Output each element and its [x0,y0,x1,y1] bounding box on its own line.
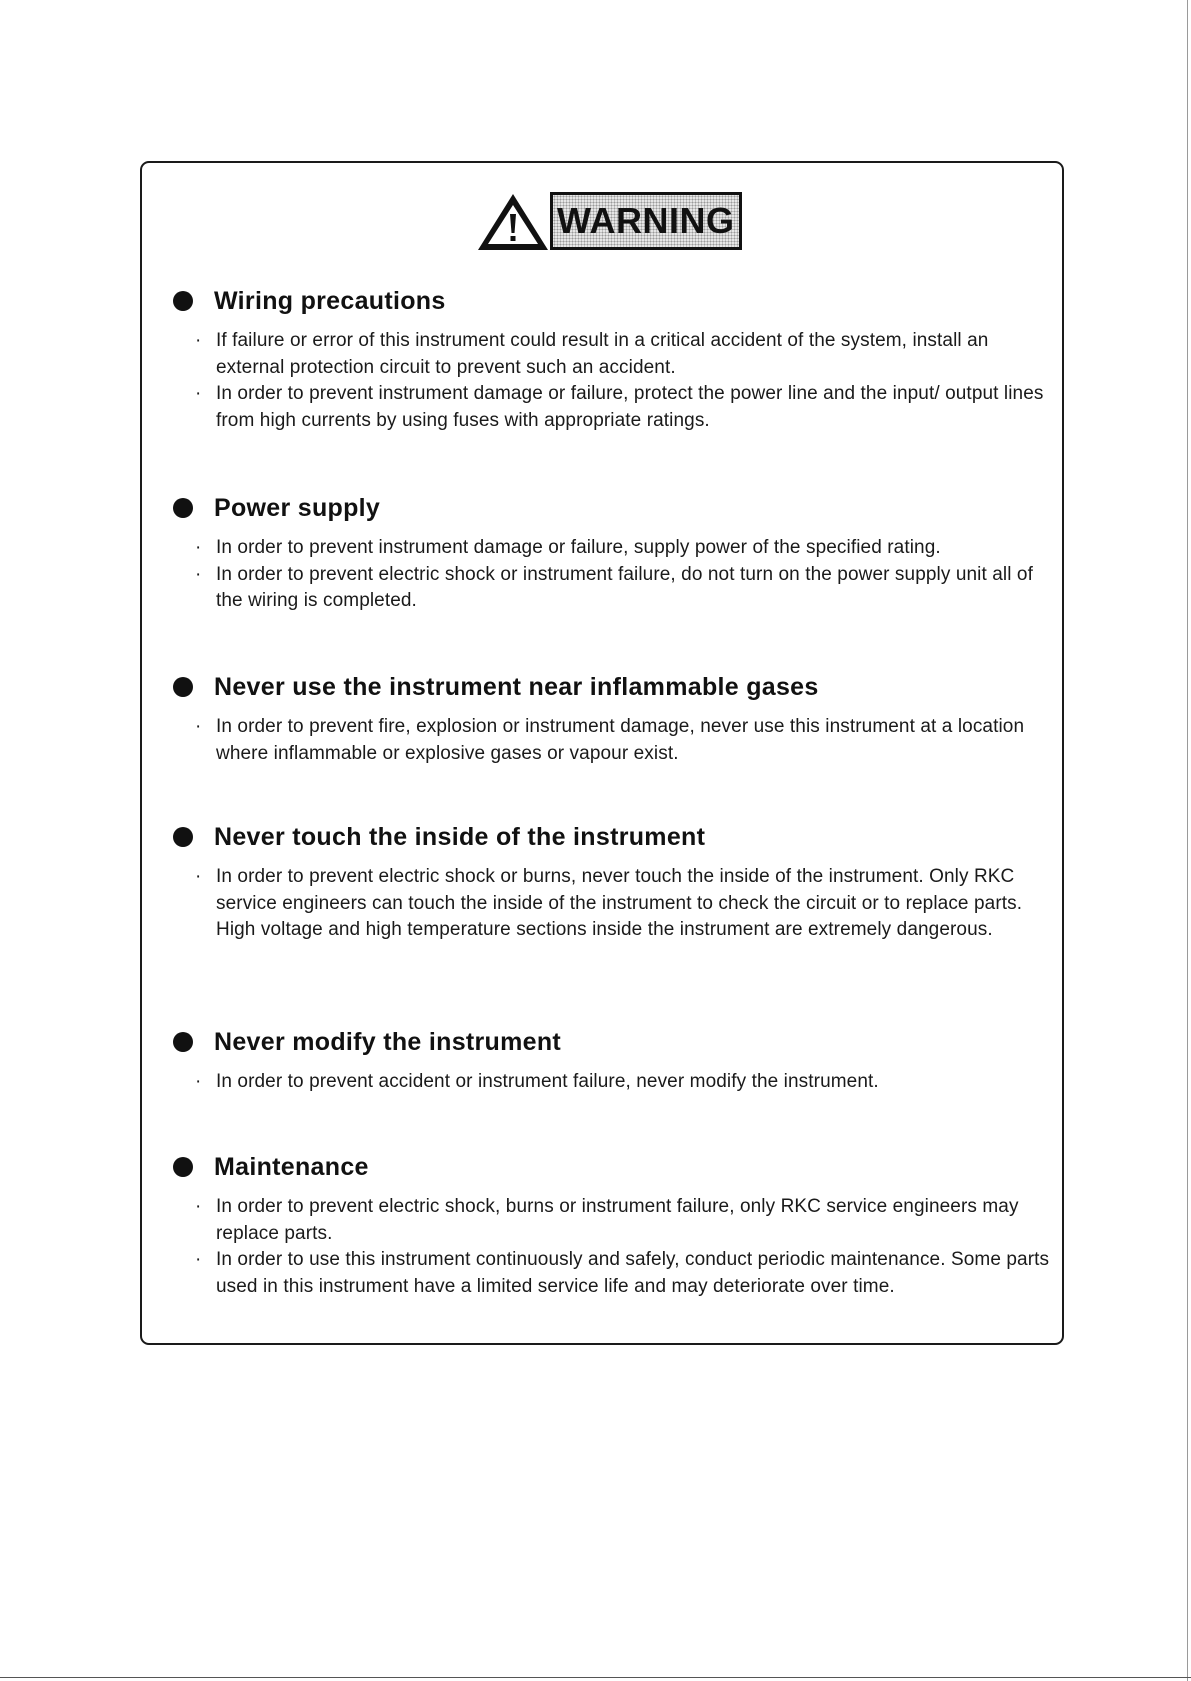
section-heading [173,671,1053,703]
item-list [173,328,1053,434]
middle-dot-icon: · [195,563,202,585]
section-maintenance [173,1151,1053,1300]
middle-dot-icon: · [195,716,202,737]
list-item [173,1069,1053,1096]
bullet-dot-icon [173,827,193,847]
section-never-touch-inside [173,821,1053,944]
middle-dot-icon: · [195,1071,202,1092]
section-title: Never touch the inside of the instrument [214,822,706,851]
list-item [173,381,1053,434]
item-text: In order to prevent electric shock or instrument failure, do not turn on the power supply unit all of the wiring is completed. [216,563,1033,611]
list-item [173,864,1053,944]
list-item [173,562,1053,615]
list-item [173,328,1053,381]
item-list [173,535,1053,615]
page-edge [1187,0,1188,1681]
bullet-dot-icon [173,291,193,311]
section-title: Never use the instrument near inflammable gases [214,672,819,701]
warning-label: WARNING [550,192,742,250]
item-text: In order to prevent accident or instrument failure, never modify the instrument. [216,1071,879,1092]
section-heading [173,1026,1053,1058]
section-wiring-precautions [173,285,1053,434]
warning-triangle-icon [476,192,550,252]
list-item [173,1247,1053,1300]
section-heading [173,492,1053,524]
middle-dot-icon: · [195,330,202,351]
middle-dot-icon: · [195,537,202,558]
item-text: If failure or error of this instrument could result in a critical accident of the system, install an external protection circuit to prevent such an accident. [216,330,989,378]
middle-dot-icon: · [195,1249,202,1270]
section-never-modify [173,1026,1053,1096]
bullet-dot-icon [173,498,193,518]
item-list [173,1194,1053,1300]
section-title: Wiring precautions [214,286,446,315]
item-text: In order to prevent fire, explosion or instrument damage, never use this instrument at a location where inflammable or explosive gases or vapour exist. [216,716,1025,764]
item-text: In order to prevent instrument damage or failure, protect the power line and the input/ output lines from high currents by using fuses with appropriate ratings. [216,383,1044,431]
item-text: In order to use this instrument continuously and safely, conduct periodic maintenance. Some parts used in this instrument have a limited service life and may deteriorate over time. [216,1249,1050,1297]
section-heading [173,821,1053,853]
warning-header [476,192,742,252]
bullet-dot-icon [173,677,193,697]
section-title: Power supply [214,493,381,522]
middle-dot-icon: · [195,383,202,404]
item-text: In order to prevent electric shock or burns, never touch the inside of the instrument. Only RKC service engineers can touch the inside of the instrument to check the circuit or to replace parts. High voltage and high temperature sections inside the instrument are extremely dangerous. [216,866,1023,940]
list-item [173,1194,1053,1247]
section-title: Maintenance [214,1152,369,1181]
bullet-dot-icon [173,1032,193,1052]
section-power-supply [173,492,1053,615]
section-inflammable-gases [173,671,1053,767]
list-item [173,714,1053,767]
item-text: In order to prevent instrument damage or failure, supply power of the specified rating. [216,537,941,558]
middle-dot-icon: · [195,1196,202,1217]
section-heading [173,285,1053,317]
section-heading [173,1151,1053,1183]
item-list [173,714,1053,767]
list-item [173,535,1053,562]
item-text: In order to prevent electric shock, burns or instrument failure, only RKC service engineers may replace parts. [216,1196,1019,1244]
bullet-dot-icon [173,1157,193,1177]
middle-dot-icon: · [195,866,202,887]
page-bottom-edge [0,1677,1191,1678]
item-list [173,864,1053,944]
item-list [173,1069,1053,1096]
section-title: Never modify the instrument [214,1027,562,1056]
